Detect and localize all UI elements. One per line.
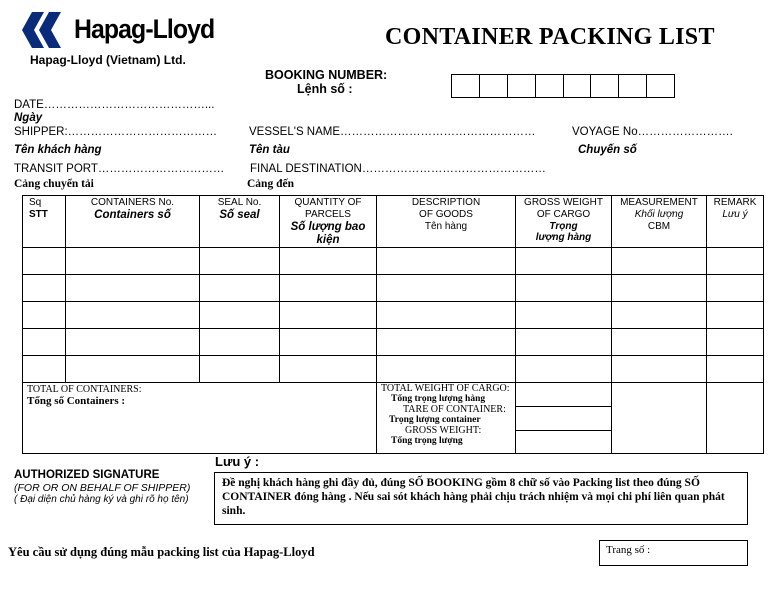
totals-blank-cell <box>280 383 377 454</box>
table-row[interactable] <box>23 329 764 356</box>
transit-port-field[interactable]: TRANSIT PORT…………………………… <box>14 163 225 175</box>
booking-number-label-vn: Lệnh số : <box>297 82 353 96</box>
brand-subtitle: Hapag-Lloyd (Vietnam) Ltd. <box>30 53 186 67</box>
date-label-vn: Ngày <box>14 112 43 124</box>
template-requirement: Yêu cầu sử dụng đúng mẫu packing list của Hapag-Lloyd <box>8 545 315 559</box>
final-destination-field[interactable]: FINAL DESTINATION………………………………………… <box>250 163 546 175</box>
booking-digit-box[interactable] <box>480 75 508 97</box>
col-seal: SEAL No. Số seal <box>200 196 280 248</box>
table-row[interactable] <box>23 248 764 275</box>
col-containers: CONTAINERS No. Containers số <box>66 196 200 248</box>
transit-port-label-vn: Cảng chuyển tải <box>14 178 94 190</box>
note-label: Lưu ý : <box>215 454 260 469</box>
booking-number-boxes[interactable] <box>451 74 675 98</box>
booking-digit-box[interactable] <box>536 75 564 97</box>
voyage-field[interactable]: VOYAGE No……………………. <box>572 126 733 138</box>
authorized-signature-label: AUTHORIZED SIGNATURE <box>14 469 160 481</box>
booking-digit-box[interactable] <box>591 75 619 97</box>
col-remark: REMARK Lưu ý <box>707 196 764 248</box>
document-title: CONTAINER PACKING LIST <box>385 24 715 50</box>
table-row[interactable] <box>23 356 764 383</box>
total-weight-cell: TOTAL WEIGHT OF CARGO: Tổng trọng lượng hàng TARE OF CONTAINER: Trọng lượng container GROSS WEIGHT: Tổng trọng lượng <box>377 383 516 454</box>
date-field[interactable]: DATE……………………………………... <box>14 99 215 111</box>
total-weight-values[interactable] <box>516 383 612 454</box>
total-measurement-cell[interactable] <box>612 383 707 454</box>
col-gross-weight: GROSS WEIGHT OF CARGO Trọng lượng hàng <box>516 196 612 248</box>
booking-digit-box[interactable] <box>508 75 536 97</box>
final-destination-label-vn: Cảng đến <box>247 178 294 190</box>
hapag-lloyd-logo-icon <box>22 12 64 48</box>
packing-list-table <box>22 195 764 454</box>
total-remark-cell[interactable] <box>707 383 764 454</box>
vessel-field[interactable]: VESSEL'S NAME…………………………………………… <box>249 126 536 138</box>
table-row[interactable] <box>23 302 764 329</box>
booking-number-label: BOOKING NUMBER: <box>265 68 388 82</box>
page-number-box[interactable]: Trang số : <box>599 540 748 566</box>
authorized-signature-vn: ( Đại diện chủ hàng ký và ghi rõ họ tên) <box>14 494 189 505</box>
brand-name: Hapag-Lloyd <box>74 14 215 44</box>
authorized-signature-en: (FOR OR ON BEHALF OF SHIPPER) <box>14 482 191 494</box>
voyage-label-vn: Chuyến số <box>578 144 637 156</box>
booking-digit-box[interactable] <box>647 75 674 97</box>
col-sq: Sq STT <box>23 196 66 248</box>
col-measurement: MEASUREMENT Khối lượng CBM <box>612 196 707 248</box>
total-containers-cell[interactable]: TOTAL OF CONTAINERS: Tổng số Containers : <box>23 383 280 454</box>
booking-digit-box[interactable] <box>452 75 480 97</box>
totals-row <box>23 383 764 454</box>
table-row[interactable] <box>23 275 764 302</box>
shipper-label-vn: Tên khách hàng <box>14 144 102 156</box>
booking-digit-box[interactable] <box>564 75 592 97</box>
note-box: Đề nghị khách hàng ghi đầy đủ, đúng SỐ BOOKING gồm 8 chữ số vào Packing list theo đúng SỐ CONTAINER đóng hàng . Nếu sai sót khách hàng phải chịu trách nhiệm và mọi chi phí liên quan phát sinh. <box>214 472 748 525</box>
vessel-label-vn: Tên tàu <box>249 144 290 156</box>
shipper-field[interactable]: SHIPPER:………………………………… <box>14 126 218 138</box>
table-header-row <box>23 196 764 248</box>
booking-digit-box[interactable] <box>619 75 647 97</box>
col-description: DESCRIPTION OF GOODS Tên hàng <box>377 196 516 248</box>
col-quantity: QUANTITY OF PARCELS Số lượng bao kiện <box>280 196 377 248</box>
